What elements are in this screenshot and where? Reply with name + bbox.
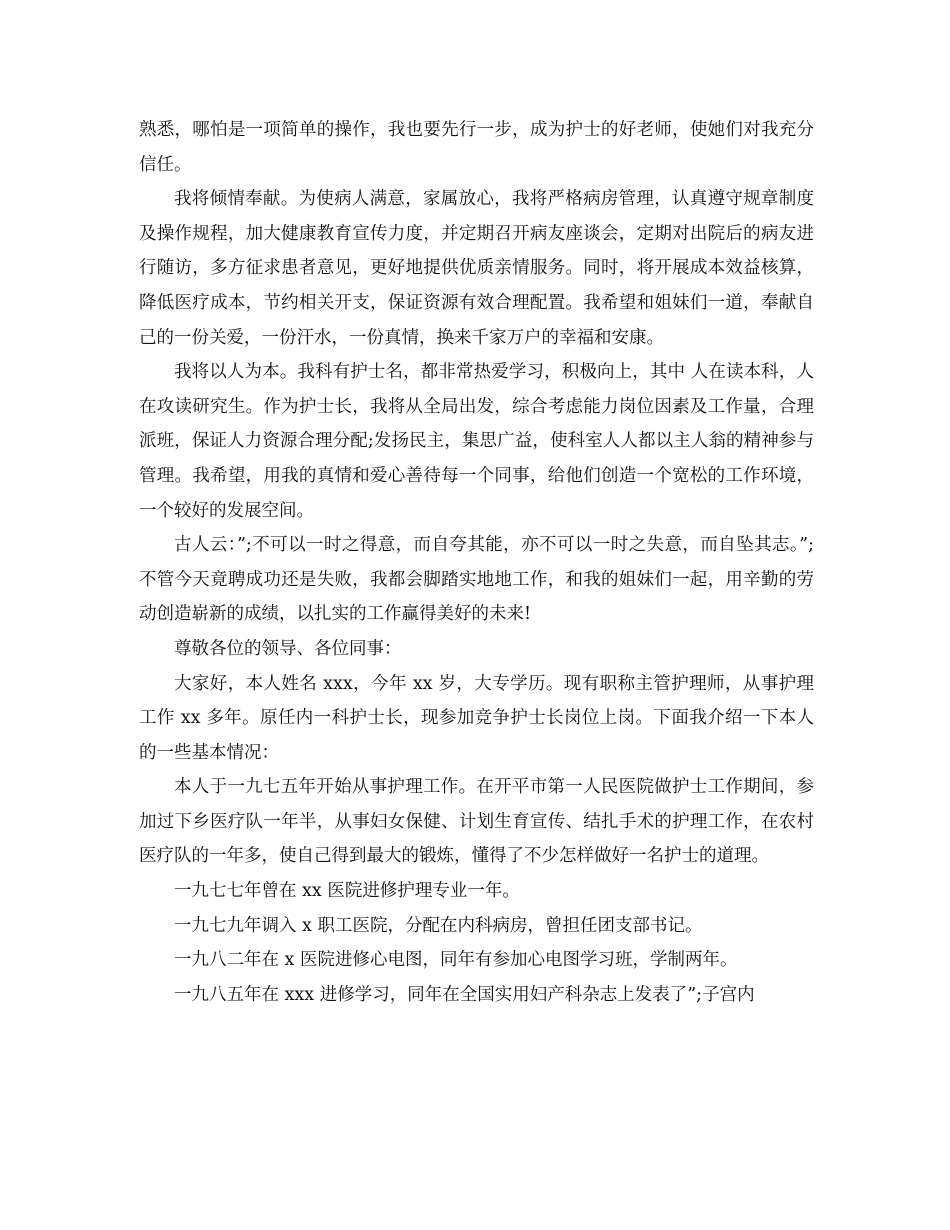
paragraph-5: 尊敬各位的领导、各位同事： bbox=[174, 638, 402, 659]
paragraph-10: 一九八二年在 x 医院进修心电图，同年有参加心电图学习班，学制两年。 bbox=[174, 950, 738, 971]
paragraph-4: 古人云：”;不可以一时之得意，而自夸其能，亦不可以一时之失意，而自坠其志。”;不管今天竟聘成功还是失败，我都会脚踏实地地工作，和我的姐妹们一起，用辛勤的劳动创造崭新的成绩，以扎实的工作赢得美好的未来! bbox=[139, 535, 814, 625]
paragraph-3: 我将以人为本。我科有护士名，都非常热爱学习，积极向上，其中 人在读本科，人在攻读研究生。作为护士长，我将从全局出发，综合考虑能力岗位因素及工作量，合理派班，保证人力资源合理分配;发扬民主，集思广益，使科室人人都以主人翁的精神参与管理。我希望，用我的真情和爱心善待每一个同事，给他们创造一个宽松的工作环境，一个较好的发展空间。 bbox=[139, 362, 814, 521]
paragraph-2: 我将倾情奉献。为使病人满意，家属放心，我将严格病房管理，认真遵守规章制度及操作规程，加大健康教育宣传力度，并定期召开病友座谈会，定期对出院后的病友进行随访，多方征求患者意见，更好地提供优质亲情服务。同时，将开展成本效益核算，降低医疗成本，节约相关开支，保证资源有效合理配置。我希望和姐妹们一道，奉献自己的一份关爱，一份汗水，一份真情，换来千家万户的幸福和安康。 bbox=[139, 189, 814, 348]
paragraph-11: 一九八五年在 xxx 进修学习，同年在全国实用妇产科杂志上发表了”;子宫内 bbox=[174, 984, 755, 1005]
paragraph-9: 一九七九年调入 x 职工医院，分配在内科病房，曾担任团支部书记。 bbox=[174, 915, 703, 936]
paragraph-7: 本人于一九七五年开始从事护理工作。在开平市第一人民医院做护士工作期间，参加过下乡医疗队一年半，从事妇女保健、计划生育宣传、结扎手术的护理工作，在农村医疗队的一年多，使自己得到最大的锻炼，懂得了不少怎样做好一名护士的道理。 bbox=[139, 777, 814, 867]
document-body bbox=[139, 113, 814, 1012]
paragraph-6: 大家好，本人姓名 xxx，今年 xx 岁，大专学历。现有职称主管护理师，从事护理工作 xx 多年。原任内一科护士长，现参加竞争护士长岗位上岗。下面我介绍一下本人的一些基本情况： bbox=[139, 673, 814, 763]
paragraph-1: 熟悉，哪怕是一项简单的操作，我也要先行一步，成为护士的好老师，使她们对我充分信任。 bbox=[139, 120, 814, 175]
paragraph-8: 一九七七年曾在 xx 医院进修护理专业一年。 bbox=[174, 881, 520, 902]
